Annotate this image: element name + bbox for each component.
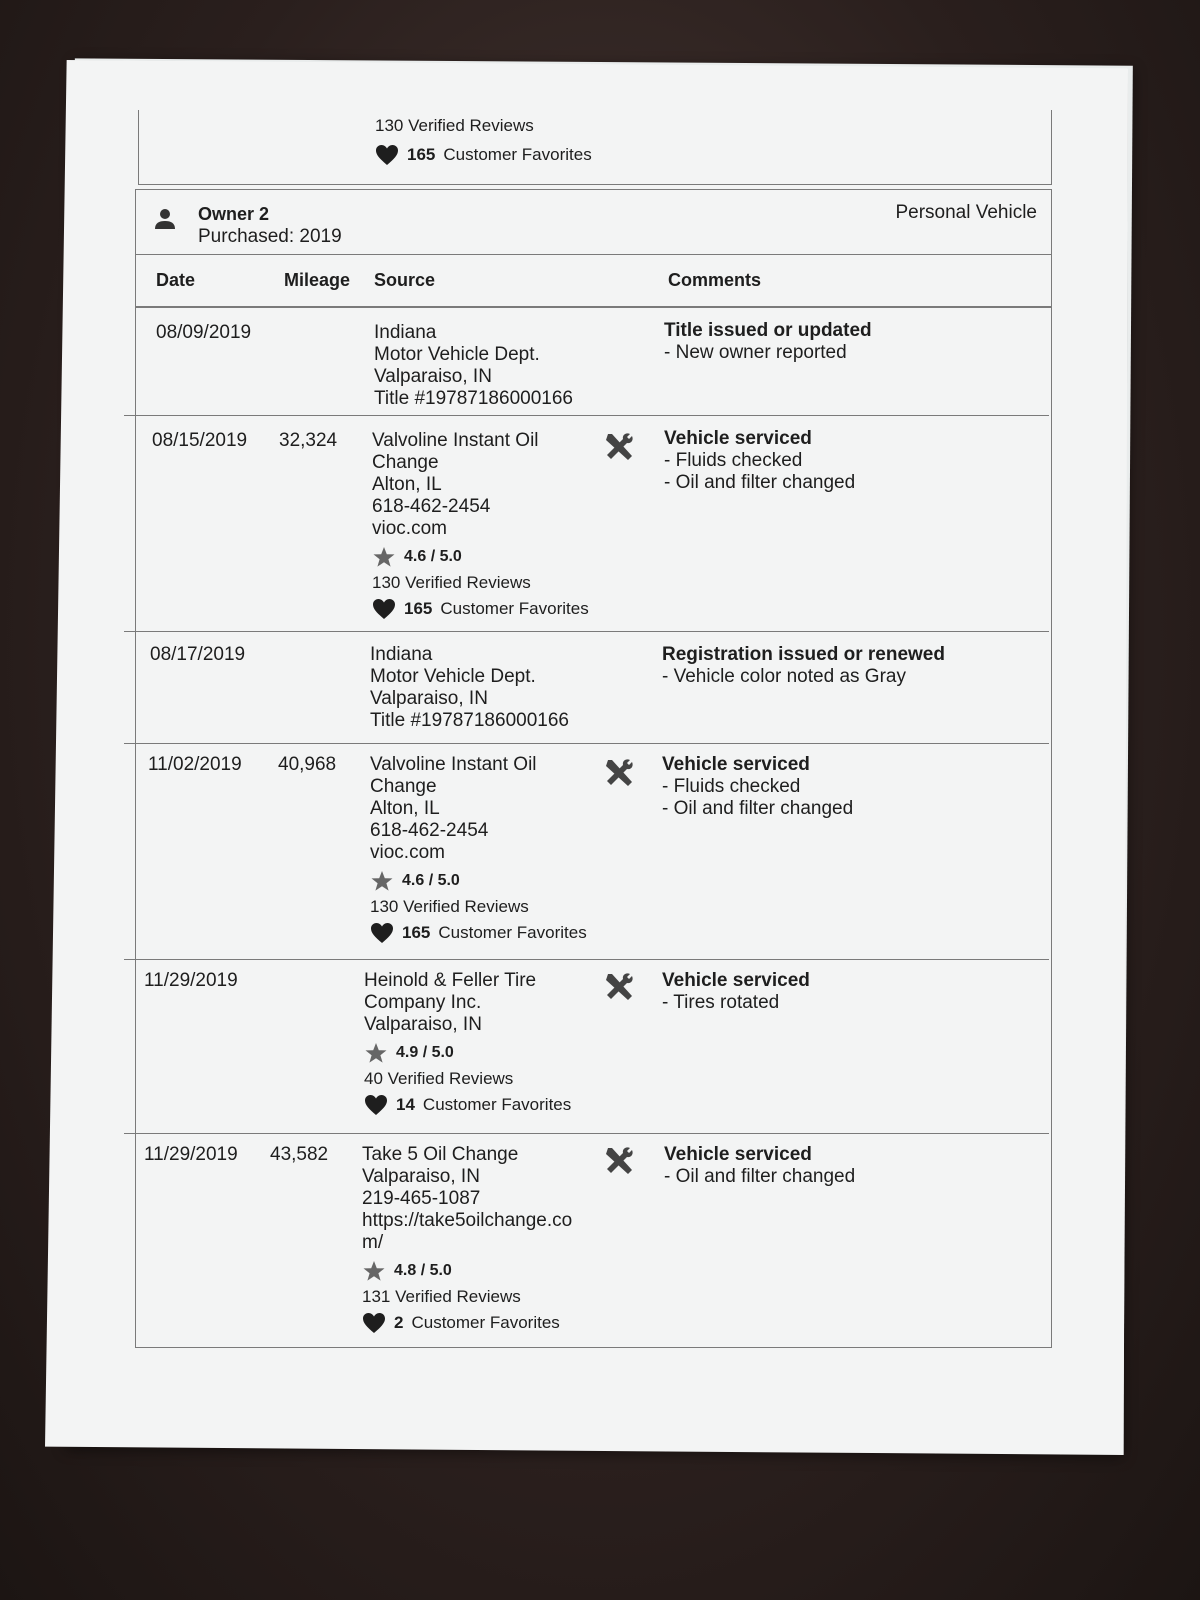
rating [362, 1260, 572, 1282]
source-line: m/ [362, 1232, 384, 1253]
source-line: https://take5oilchange.co [362, 1210, 573, 1231]
rating [372, 546, 589, 568]
verified-reviews: 130 Verified Reviews [370, 897, 529, 916]
comment-item: - Oil and filter changed [662, 798, 854, 819]
source-line: Indiana [374, 322, 437, 343]
wrench-screwdriver-icon [602, 430, 636, 464]
row-date: 08/17/2019 [150, 644, 246, 665]
row-date: 11/02/2019 [148, 754, 242, 775]
comment-item: - Oil and filter changed [664, 1166, 856, 1187]
rating-value: 4.6 / 5.0 [404, 548, 462, 565]
verified-reviews: 40 Verified Reviews [364, 1069, 514, 1088]
source-line: vioc.com [372, 518, 447, 539]
favorites-count: 165 [404, 599, 433, 618]
favorites-label: Customer Favorites [438, 923, 587, 942]
source-line: Valvoline Instant Oil [372, 430, 539, 451]
source-line: 219-465-1087 [362, 1188, 481, 1209]
person-icon [154, 208, 176, 230]
row-source [370, 644, 569, 732]
previous-favorites [375, 144, 592, 166]
row-comments [662, 970, 810, 1014]
star-icon [372, 546, 396, 568]
favorites-label: Customer Favorites [440, 599, 589, 618]
favorites-label: Customer Favorites [411, 1313, 560, 1332]
row-date: 08/15/2019 [152, 430, 248, 451]
row-comments [664, 1144, 855, 1188]
previous-favorites-label: Customer Favorites [443, 145, 592, 164]
rating [370, 870, 587, 892]
table-row [124, 744, 1049, 960]
favorites-count: 2 [394, 1313, 404, 1332]
comment-item: - Tires rotated [662, 992, 780, 1013]
comment-title: Vehicle serviced [662, 970, 810, 991]
verified-reviews: 130 Verified Reviews [372, 573, 531, 592]
rating-value: 4.6 / 5.0 [402, 872, 460, 889]
customer-favorites [364, 1094, 571, 1116]
row-mileage: 32,324 [279, 430, 338, 451]
customer-favorites [370, 922, 587, 944]
comment-title: Registration issued or renewed [662, 644, 945, 665]
table-row [124, 960, 1049, 1134]
owner-purchased: Purchased: 2019 [198, 226, 342, 247]
source-line: Motor Vehicle Dept. [374, 344, 540, 365]
previous-entry-box [138, 110, 1052, 185]
table-row [124, 1134, 1049, 1344]
comment-item: - Fluids checked [662, 776, 801, 797]
source-line: 618-462-2454 [370, 820, 489, 841]
source-line: Title #19787186000166 [374, 388, 573, 409]
row-mileage: 43,582 [270, 1144, 329, 1165]
row-source [374, 322, 573, 410]
row-date: 08/09/2019 [156, 322, 252, 343]
source-line: Valvoline Instant Oil [370, 754, 537, 775]
comment-title: Vehicle serviced [664, 428, 812, 449]
rating-value: 4.8 / 5.0 [394, 1262, 452, 1279]
table-row [124, 308, 1049, 416]
row-date: 11/29/2019 [144, 1144, 238, 1165]
favorites-count: 165 [402, 923, 431, 942]
row-comments [664, 428, 855, 494]
row-source [364, 970, 571, 1116]
source-line: Valparaiso, IN [374, 366, 492, 387]
previous-favorites-count: 165 [407, 145, 436, 164]
source-line: Motor Vehicle Dept. [370, 666, 536, 687]
wrench-screwdriver-icon [602, 970, 636, 1004]
comment-item: - Fluids checked [664, 450, 803, 471]
comment-title: Vehicle serviced [664, 1144, 812, 1165]
column-header-mileage: Mileage [284, 270, 351, 290]
owner-title: Owner 2 [198, 204, 270, 224]
source-line: 618-462-2454 [372, 496, 491, 517]
comment-item: - New owner reported [664, 342, 847, 363]
table-row [124, 632, 1049, 744]
source-line: Change [372, 452, 439, 473]
wrench-screwdriver-icon [602, 756, 636, 790]
comment-item: - Oil and filter changed [664, 472, 856, 493]
source-line: Title #19787186000166 [370, 710, 569, 731]
heart-icon [364, 1094, 388, 1116]
favorites-count: 14 [396, 1095, 415, 1114]
source-line: Change [370, 776, 437, 797]
comment-title: Vehicle serviced [662, 754, 810, 775]
rating [364, 1042, 571, 1064]
owner-section [135, 189, 1052, 1348]
row-source [370, 754, 587, 944]
rating-value: 4.9 / 5.0 [396, 1044, 454, 1061]
source-line: Valparaiso, IN [362, 1166, 480, 1187]
star-icon [362, 1260, 386, 1282]
row-comments [664, 320, 872, 364]
vehicle-type: Personal Vehicle [895, 202, 1037, 223]
column-header-source: Source [374, 270, 436, 290]
wrench-screwdriver-icon [602, 1144, 636, 1178]
customer-favorites [372, 598, 589, 620]
column-header-comments: Comments [668, 270, 762, 290]
source-line: Heinold & Feller Tire [364, 970, 537, 991]
source-line: Valparaiso, IN [364, 1014, 482, 1035]
comment-item: - Vehicle color noted as Gray [662, 666, 906, 687]
source-line: Alton, IL [372, 474, 442, 495]
row-date: 11/29/2019 [144, 970, 238, 991]
source-line: Valparaiso, IN [370, 688, 488, 709]
heart-icon [370, 922, 394, 944]
source-line: vioc.com [370, 842, 445, 863]
previous-reviews: 130 Verified Reviews [375, 116, 534, 135]
table-row [124, 416, 1049, 632]
row-comments [662, 644, 945, 688]
source-line: Alton, IL [370, 798, 440, 819]
column-header-date: Date [156, 270, 196, 290]
row-mileage: 40,968 [278, 754, 337, 775]
source-line: Indiana [370, 644, 433, 665]
row-comments [662, 754, 853, 820]
star-icon [364, 1042, 388, 1064]
star-icon [370, 870, 394, 892]
source-line: Take 5 Oil Change [362, 1144, 519, 1165]
row-source [372, 430, 589, 620]
heart-icon [375, 144, 399, 166]
customer-favorites [362, 1312, 572, 1334]
comment-title: Title issued or updated [664, 320, 872, 341]
row-source [362, 1144, 572, 1334]
heart-icon [372, 598, 396, 620]
owner-header [136, 190, 1051, 255]
favorites-label: Customer Favorites [422, 1095, 572, 1114]
verified-reviews: 131 Verified Reviews [362, 1287, 521, 1306]
source-line: Company Inc. [364, 992, 482, 1013]
heart-icon [362, 1312, 386, 1334]
